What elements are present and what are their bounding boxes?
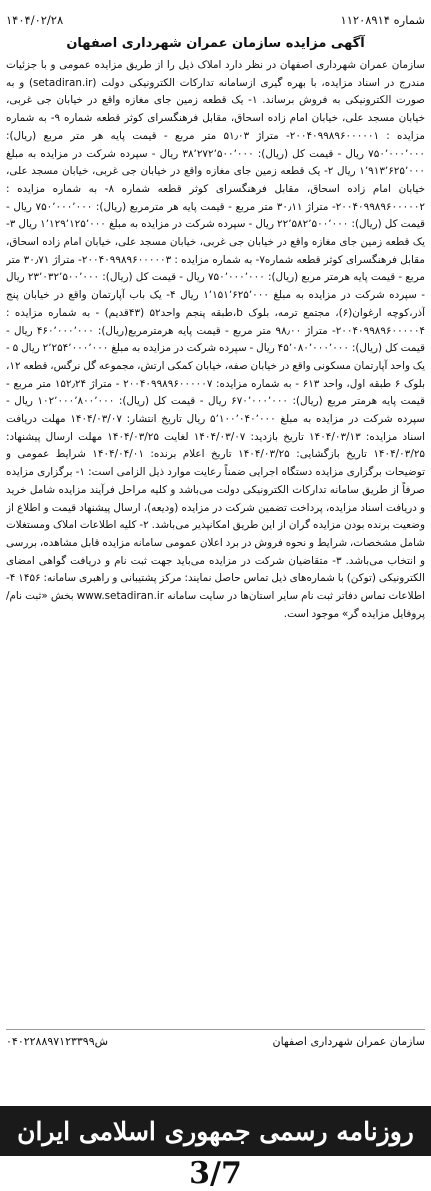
newspaper-name: روزنامه رسمی جمهوری اسلامی ایران	[17, 1116, 414, 1146]
footer-organization: سازمان عمران شهرداری اصفهان	[272, 1034, 425, 1048]
page-number: 3/7	[189, 1156, 242, 1191]
footer-shenaseh: ش۰۴۰۲۲۸۸۹۷۱۲۳۳۹۹	[6, 1034, 109, 1048]
notice-meta	[6, 0, 425, 32]
notice-date: ۱۴۰۴/۰۲/۲۸	[6, 13, 64, 27]
notice-title: آگهی مزایده سازمان عمران شهرداری اصفهان	[66, 36, 365, 51]
newspaper-banner	[0, 1106, 431, 1156]
notice-footer	[6, 1029, 425, 1052]
notice-number: شماره ۱۱۲۰۸۹۱۴	[340, 13, 425, 27]
notice-body: سازمان عمران شهرداری اصفهان در نظر دارد املاک ذیل را از طریق مزایده عمومی و با جزئیات مندرج در اسناد مزایده، با بهره گیری ازسامانه تدارکات الکترونیکی دولت (setadiran.ir) و به صورت الکترونیکی به فروش برساند. ۱- یک قطعه زمین جای مغازه واقع در خیابان جی غربی، خیابان مسجد علی، خیابان امام زاده اسحاق، مقابل فرهنگسرای کوثر قطعه شماره ۹- به شماره مزایده : ۲۰۰۴۰۹۹۸۹۶۰۰۰۰۰۱- متراژ ۵۱٫۰۳ متر مربع - قیمت پایه هر متر مربع (ریال): ۷۵۰٬۰۰۰٬۰۰۰ ریال - قیمت کل (ریال): ۳۸٬۲۷۲٬۵۰۰٬۰۰۰ ریال - سپرده شرکت در مزایده به مبلغ ۱٬۹۱۳٬۶۲۵٬۰۰۰ ریال ۲- یک قطعه زمین جای مغازه واقع در خیابان جی غربی، خیابان مسجد علی، خیابان امام زاده اسحاق، مقابل فرهنگسرای کوثر قطعه شماره ۸- به شماره مزایده : ۲۰۰۴۰۹۹۸۹۶۰۰۰۰۰۲- متراژ ۳۰٫۱۱ متر مربع - قیمت پایه هر مترمربع (ریال): ۷۵۰٬۰۰۰٬۰۰۰ ریال - قیمت کل (ریال): ۲۲٬۵۸۲٬۵۰۰٬۰۰۰ ریال - سپرده شرکت در مزایده به مبلغ ۱٬۱۲۹٬۱۲۵٬۰۰۰ ریال ۳- یک قطعه زمین جای مغازه واقع در خیابان جی غربی، خیابان مسجد علی، خیابان امام زاده اسحاق، مقابل فرهنگسرای کوثر قطعه شماره۷- به شماره مزایده : ۲۰۰۴۰۹۹۸۹۶۰۰۰۰۰۳- متراژ ۳۰٫۷۱ متر مربع - قیمت پایه هرمتر مربع (ریال): ۷۵۰٬۰۰۰٬۰۰۰ ریال - قیمت کل (ریال): ۲۳٬۰۳۲٬۵۰۰٬۰۰۰ ریال - سپرده شرکت در مزایده به مبلغ ۱٬۱۵۱٬۶۲۵٬۰۰۰ ریال ۴- یک باب آپارتمان واقع در خیابان پنج آذر،کوچه ارغوان(۶)، مجتمع ترمه، بلوک b،طبقه پنجم واحد۵۲ (۴۳قدیم) - به شماره مزایده : ۲۰۰۴۰۹۹۸۹۶۰۰۰۰۰۴- متراژ ۹۸٫۰۰ متر مربع - قیمت پایه هرمترمربع(ریال): ۴۶۰٬۰۰۰٬۰۰۰ ریال - قیمت کل (ریال): ۴۵٬۰۸۰٬۰۰۰٬۰۰۰ ریال - سپرده شرکت در مزایده به مبلغ ۲٬۲۵۴٬۰۰۰٬۰۰۰ ریال ۵ - یک واحد آپارتمان مسکونی واقع در خیابان صفه، خیابان کمکی ارتش، مجموعه گل نرگس، قطعه ۱۲، بلوک ۶ طبقه اول، واحد ۶۱۳ - به شماره مزایده: ۲۰۰۴۰۹۹۸۹۶۰۰۰۰۰۷ - متراژ ۱۵۲٫۲۴ متر مربع - قیمت پایه هرمتر مربع (ریال): ۶۷۰٬۰۰۰٬۰۰۰ ریال - قیمت کل (ریال): ۱۰۲٬۰۰۰٬۸۰۰٬۰۰۰ ریال - سپرده شرکت در مزایده به مبلغ ۵٬۱۰۰٬۰۴۰٬۰۰۰ ریال تاریخ انتشار: ۱۴۰۴/۰۳/۰۷ مهلت دریافت اسناد مزایده: ۱۴۰۴/۰۳/۱۳ تاریخ بازدید: ۱۴۰۴/۰۳/۰۷ لغایت ۱۴۰۴/۰۳/۲۵ مهلت ارسال پیشنهاد: ۱۴۰۴/۰۳/۲۵ تاریخ بازگشایی: ۱۴۰۴/۰۳/۲۵ تاریخ اعلام برنده: ۱۴۰۴/۰۴/۰۱ شرایط عمومی و توضیحات برگزاری مزایده دستگاه اجرایی ضمناً رعایت موارد ذیل الزامی است: ۱- برگزاری مزایده صرفاً از طریق سامانه تدارکات الکترونیکی دولت می‌باشد و کلیه مراحل فرآیند مزایده شامل خرید و دریافت اسناد مزایده، پرداخت تضمین شرکت در مزایده (ودیعه)، ارسال پیشنهاد قیمت و اطلاع از وضعیت برنده بودن مزایده گران از این طریق امکانپذیر می‌باشد. ۲- کلیه اطلاعات املاک ومستغلات شامل مشخصات، شرایط و نحوه فروش در برد اعلان عمومی سامانه مزایده قابل مشاهده، بررسی و انتخاب می‌باشد. ۳- متقاضیان شرکت در مزایده می‌باید جهت ثبت نام و دریافت گواهی امضای الکترونیکی (توکن) با شماره‌های ذیل تماس حاصل نمایند: مرکز پشتیبانی و راهبری سامانه: ۱۴۵۶ ۴- اطلاعات تماس دفاتر ثبت نام سایر استان‌ها در سایت سامانه www.setadiran.ir بخش «ثبت نام/پروفایل مزایده گر» موجود است.	[6, 59, 425, 620]
